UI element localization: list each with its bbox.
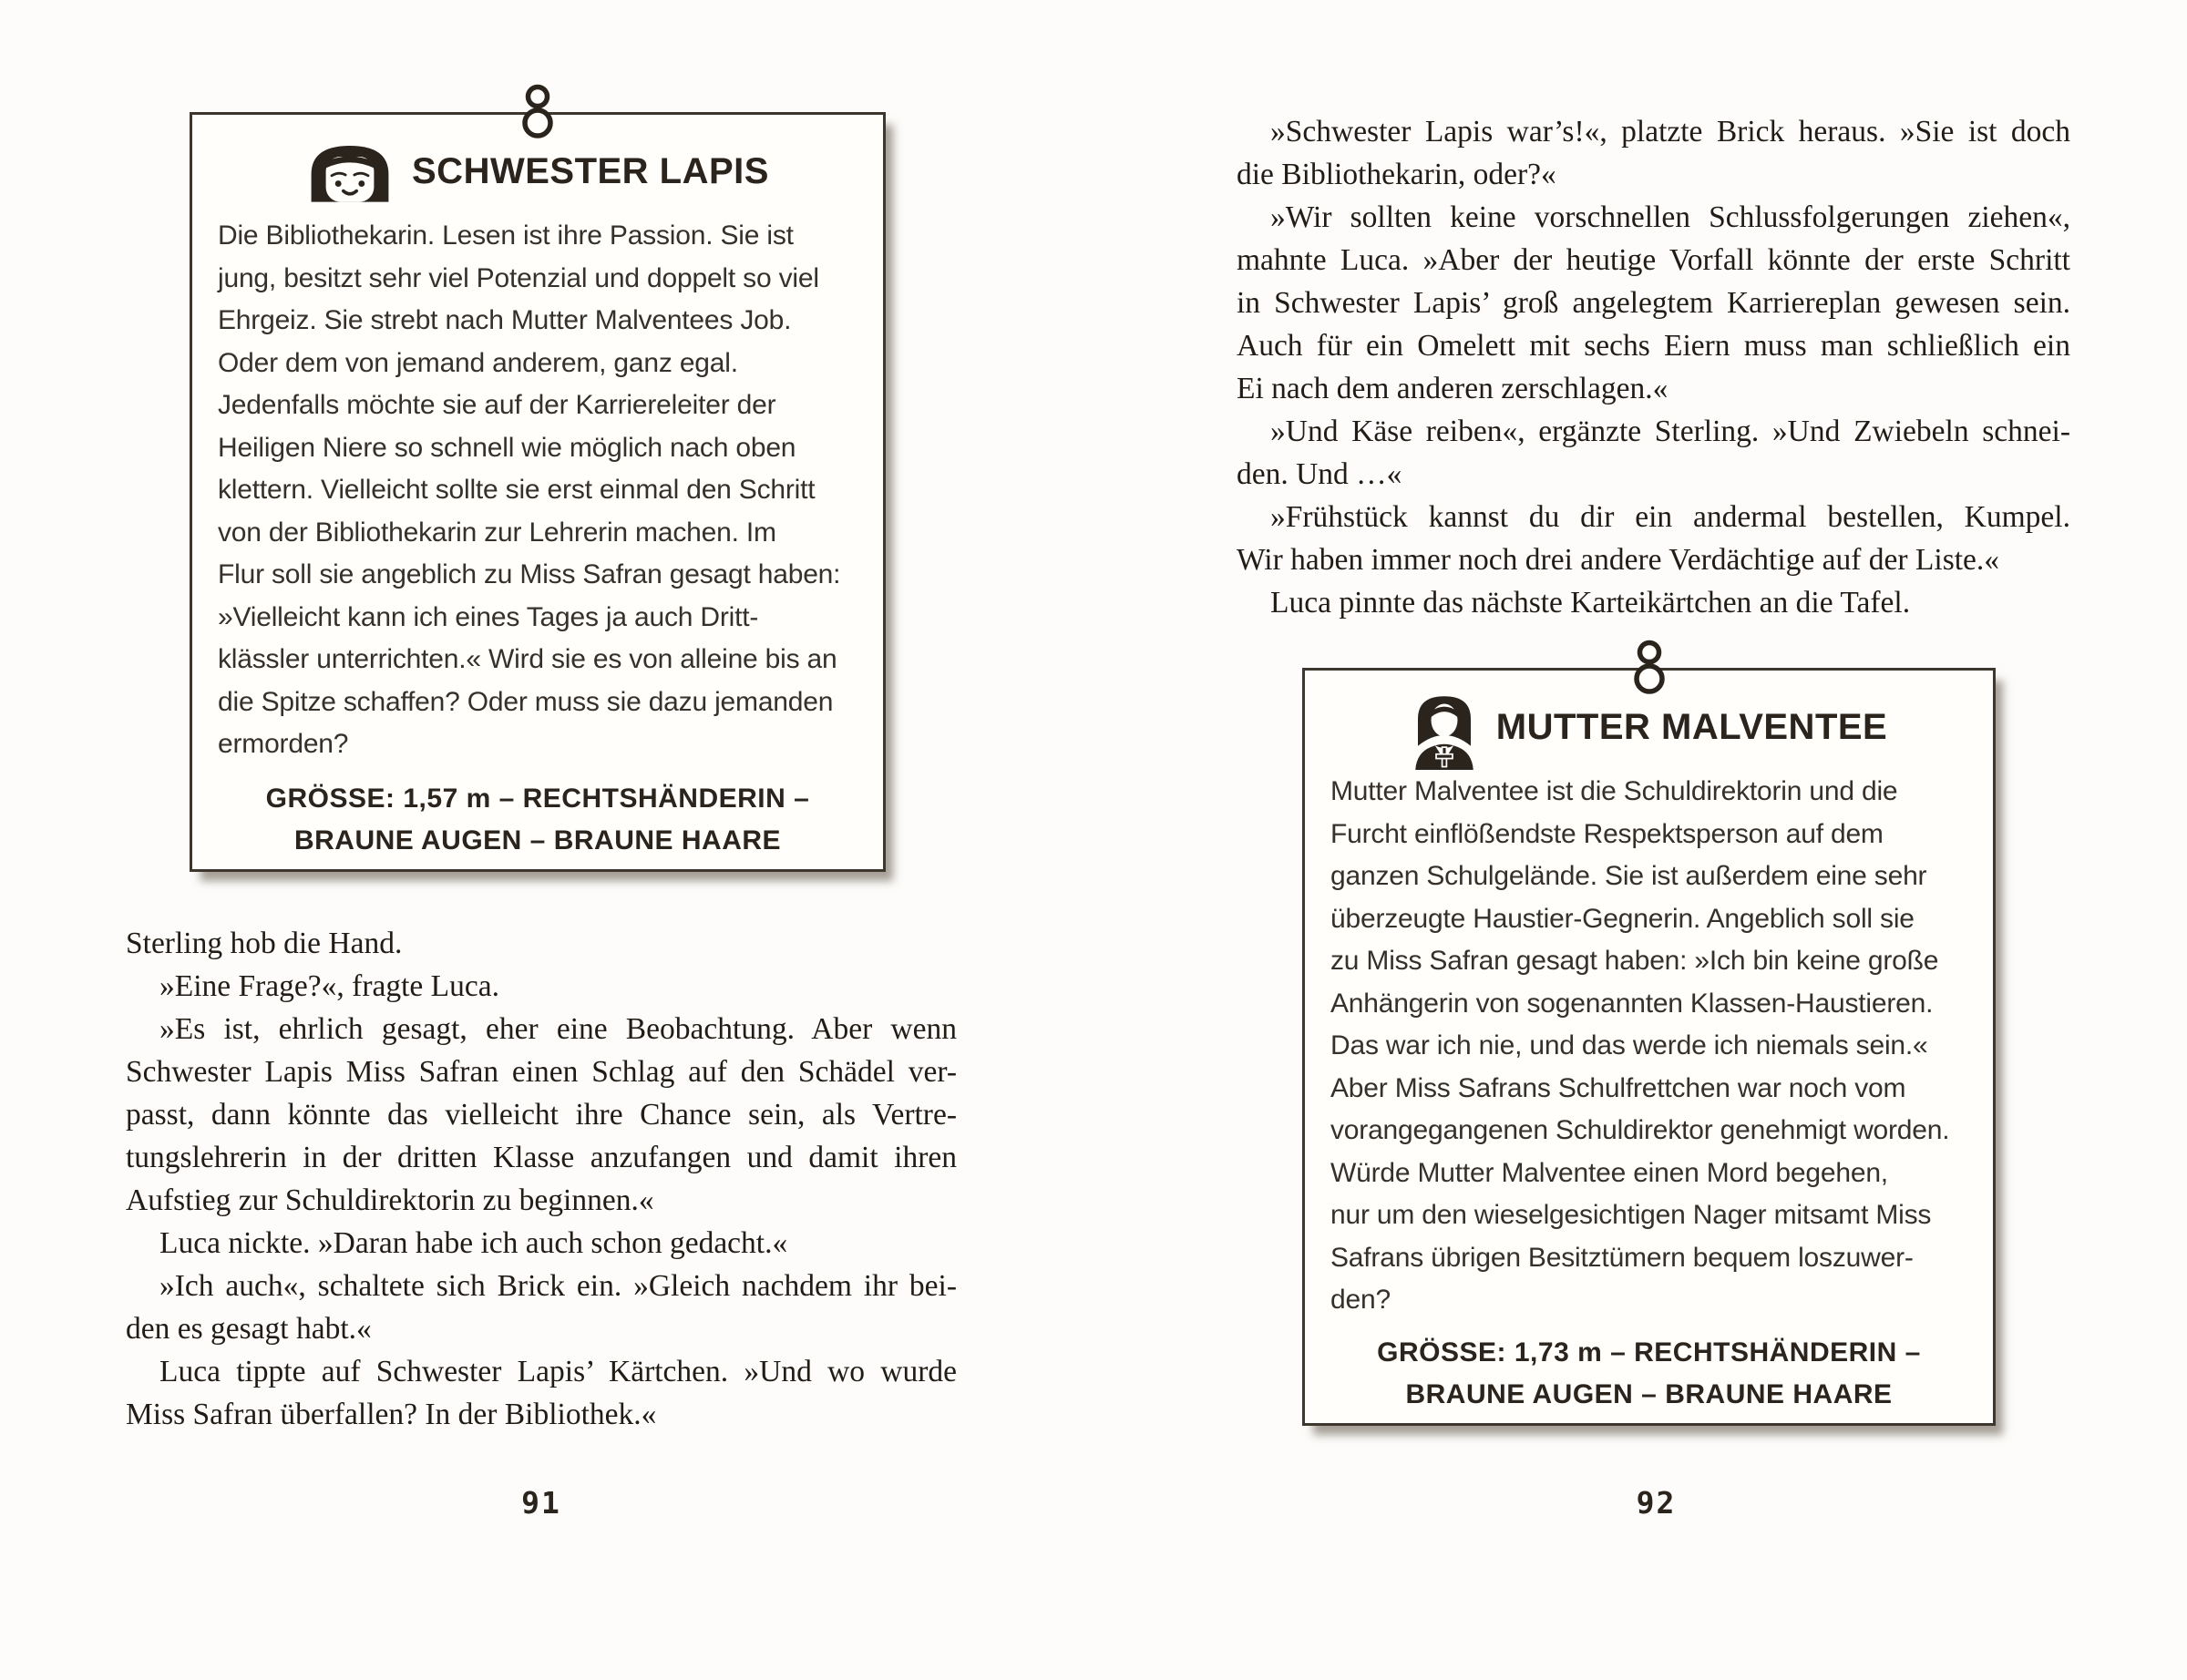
text-line: Ei nach dem anderen zerschlagen.« — [1237, 372, 1668, 405]
text-line: überzeugte Haustier-Gegnerin. Angeblich soll sie — [1330, 903, 1915, 934]
card-stats — [192, 778, 883, 862]
text-line: GRÖSSE: 1,57 m – RECHTSHÄNDERIN – — [265, 784, 810, 814]
text-line: »Frühstück kannst du dir ein andermal bestellen, Kumpel. — [1270, 500, 2070, 534]
text-line: »Vielleicht kann ich eines Tages ja auch Dritt- — [218, 601, 759, 632]
text-line: klässler unterrichten.« Wird sie es von alleine bis an — [218, 644, 837, 674]
text-line: Das war ich nie, und das werde ich niemals sein.« — [1330, 1030, 1928, 1060]
card-title: SCHWESTER LAPIS — [412, 150, 769, 191]
text-line: den? — [1330, 1285, 1391, 1315]
text-line: Anhängerin von sogenannten Klassen-Haustieren. — [1330, 988, 1934, 1019]
text-line: jung, besitzt sehr viel Potenzial und doppelt so viel — [218, 262, 819, 293]
story-paragraph — [126, 1222, 957, 1265]
text-line: die Spitze schaffen? Oder muss sie dazu jemanden — [218, 686, 834, 717]
text-line: Safrans übrigen Besitztümern bequem loszuwer- — [1330, 1242, 1914, 1273]
story-paragraph — [1237, 196, 2070, 410]
text-line: tungslehrerin in der dritten Klasse anzufangen und damit ihren — [126, 1141, 957, 1174]
text-line: Wir haben immer noch drei andere Verdächtige auf der Liste.« — [1237, 543, 2000, 577]
story-paragraph — [126, 922, 957, 965]
text-line: ganzen Schulgelände. Sie ist außerdem eine sehr — [1330, 861, 1927, 891]
text-line: »Ich auch«, schaltete sich Brick ein. »Gleich nachdem ihr bei- — [159, 1269, 957, 1303]
text-line: Auch für ein Omelett mit sechs Eiern muss man schließlich ein — [1237, 329, 2070, 363]
text-line: in Schwester Lapis’ groß angelegtem Karriereplan gewesen sein. — [1237, 286, 2070, 320]
story-paragraph — [1237, 110, 2070, 196]
text-line: Mutter Malventee ist die Schuldirektorin und die — [1330, 776, 1898, 806]
story-paragraph — [126, 1265, 957, 1350]
text-line: Die Bibliothekarin. Lesen ist ihre Passion. Sie ist — [218, 220, 794, 251]
story-paragraph — [126, 1350, 957, 1436]
story-paragraph — [126, 1008, 957, 1222]
text-line: Würde Mutter Malventee einen Mord begehen, — [1330, 1157, 1888, 1188]
text-line: »Wir sollten keine vorschnellen Schlussfolgerungen ziehen«, — [1270, 200, 2070, 234]
text-line: »Eine Frage?«, fragte Luca. — [159, 969, 499, 1003]
text-line: GRÖSSE: 1,73 m – RECHTSHÄNDERIN – — [1377, 1337, 1921, 1368]
text-line: ermorden? — [218, 729, 349, 759]
card-description — [1305, 771, 1993, 1322]
story-paragraph — [126, 965, 957, 1008]
text-line: Oder dem von jemand anderem, ganz egal. — [218, 347, 738, 378]
text-line: »Es ist, ehrlich gesagt, eher eine Beobachtung. Aber wenn — [159, 1012, 957, 1046]
text-line: Sterling hob die Hand. — [126, 927, 403, 960]
text-line: Miss Safran überfallen? In der Bibliothek.« — [126, 1398, 657, 1431]
text-line: klettern. Vielleicht sollte sie erst einmal den Schritt — [218, 475, 816, 505]
text-line: zu Miss Safran gesagt haben: »Ich bin keine große — [1330, 946, 1939, 976]
card-title: MUTTER MALVENTEE — [1495, 706, 1888, 747]
text-line: Heiligen Niere so schnell wie möglich nach oben — [218, 432, 796, 463]
text-line: »Schwester Lapis war’s!«, platzte Brick heraus. »Sie ist doch — [1270, 115, 2070, 149]
story-text-left — [126, 922, 957, 1436]
text-line: Ehrgeiz. Sie strebt nach Mutter Malventees Job. — [218, 305, 792, 335]
text-line: den es gesagt habt.« — [126, 1312, 372, 1346]
card-stats — [1305, 1332, 1993, 1416]
text-line: »Und Käse reiben«, ergänzte Sterling. »Und Zwiebeln schnei- — [1270, 415, 2070, 448]
card-description — [192, 215, 883, 766]
text-line: Luca nickte. »Daran habe ich auch schon gedacht.« — [159, 1226, 788, 1260]
page-number-right: 92 — [1636, 1485, 1677, 1521]
text-line: Schwester Lapis Miss Safran einen Schlag auf den Schädel ver- — [126, 1055, 957, 1089]
text-line: Furcht einflößendste Respektsperson auf dem — [1330, 818, 1884, 849]
text-line: Luca pinnte das nächste Karteikärtchen an die Tafel. — [1270, 586, 1911, 620]
nun-icon — [1411, 691, 1478, 770]
story-paragraph — [1237, 496, 2070, 581]
librarian-woman-icon — [306, 134, 394, 209]
text-line: die Bibliothekarin, oder?« — [1237, 158, 1556, 191]
text-line: Luca tippte auf Schwester Lapis’ Kärtchen. »Und wo wurde — [159, 1355, 957, 1388]
text-line: passt, dann könnte das vielleicht ihre Chance sein, als Vertre- — [126, 1098, 957, 1132]
push-pin-icon — [1629, 640, 1669, 702]
push-pin-icon — [518, 84, 558, 146]
story-paragraph — [1237, 410, 2070, 496]
story-paragraph — [1237, 581, 2070, 624]
text-line: BRAUNE AUGEN – BRAUNE HAARE — [293, 825, 782, 855]
text-line: den. Und …« — [1237, 457, 1402, 491]
text-line: Aber Miss Safrans Schulfrettchen war noch vom — [1330, 1072, 1906, 1103]
text-line: BRAUNE AUGEN – BRAUNE HAARE — [1405, 1379, 1893, 1409]
text-line: Jedenfalls möchte sie auf der Karriereleiter der — [218, 390, 776, 420]
text-line: mahnte Luca. »Aber der heutige Vorfall könnte der erste Schritt — [1237, 243, 2070, 277]
story-text-right — [1237, 110, 2070, 624]
character-card-schwester-lapis — [190, 112, 886, 872]
text-line: nur um den wieselgesichtigen Nager mitsamt Miss — [1330, 1200, 1932, 1230]
text-line: Flur soll sie angeblich zu Miss Safran gesagt haben: — [218, 559, 841, 589]
text-line: von der Bibliothekarin zur Lehrerin machen. Im — [218, 517, 776, 548]
character-card-mutter-malventee — [1302, 668, 1996, 1426]
text-line: Aufstieg zur Schuldirektorin zu beginnen.« — [126, 1183, 654, 1217]
text-line: vorangegangenen Schuldirektor genehmigt worden. — [1330, 1115, 1950, 1145]
page-number-left: 91 — [521, 1485, 561, 1521]
